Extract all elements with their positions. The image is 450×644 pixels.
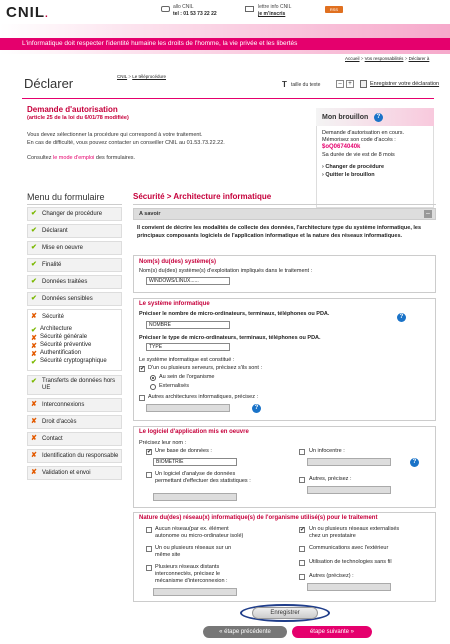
autres-logiciel-checkbox[interactable] xyxy=(299,477,305,483)
title-bar-line xyxy=(22,98,434,99)
systemes-label: Nom(s) du(des) système(s) d'exploitation impliqués dans le traitement : xyxy=(139,268,313,274)
breadcrumb-declarer[interactable]: Déclarer à xyxy=(408,56,430,61)
menu-item-interconnexions[interactable]: ✘ Interconnexions xyxy=(27,398,122,412)
cross-icon: ✘ xyxy=(31,335,37,342)
asavoir-label: A savoir xyxy=(139,211,161,217)
allo-label: allo CNIL xyxy=(173,4,194,10)
logiciel-help-icon[interactable]: ? xyxy=(410,458,419,467)
cnil-logo[interactable]: CNIL. xyxy=(6,4,49,21)
analyse-checkbox[interactable] xyxy=(146,472,152,478)
chevron-left-icon: « xyxy=(219,629,223,635)
phone-icon xyxy=(161,6,170,12)
menu-item-donnees-sensibles[interactable]: ✔ Données sensibles xyxy=(27,292,122,306)
intro-text-2: En cas de difficulté, vous pouvez contacter un conseiller CNIL au 01.53.73.22.22. xyxy=(27,140,225,146)
brouillon-help-icon[interactable]: ? xyxy=(374,113,383,122)
submenu-securite-cryptographique[interactable]: ✔ Sécurité cryptographique xyxy=(31,358,107,366)
systemes-input[interactable]: WINDOWS/LINUX...... xyxy=(146,277,230,285)
autres-logiciel-label: Autres, précisez : xyxy=(309,476,352,482)
menu-title: Menu du formulaire xyxy=(27,192,105,202)
page-title: Déclarer xyxy=(24,76,74,91)
intro-subheading: (article 25 de la loi du 6/01/78 modifiée) xyxy=(27,115,129,121)
save-button[interactable]: Enregistrer xyxy=(252,607,318,619)
form-heading-line xyxy=(133,204,436,205)
reseaux-distants-checkbox[interactable] xyxy=(146,565,152,571)
architecture-help-icon[interactable]: ? xyxy=(252,404,261,413)
infocentre-checkbox[interactable] xyxy=(299,449,305,455)
section-logiciel-title: Le logiciel d'application mis en oeuvre xyxy=(139,429,249,435)
lettre-subscribe-link[interactable]: je m'inscris xyxy=(258,11,286,17)
aucun-reseau-checkbox[interactable] xyxy=(146,527,152,533)
externalises-checkbox[interactable]: ✔ xyxy=(300,527,306,533)
crumb-teleprocedure[interactable]: Le téléprocédure xyxy=(132,74,167,79)
cross-icon: ✘ xyxy=(31,343,37,350)
chevron-right-icon: » xyxy=(350,629,355,635)
radio-au-sein-label: Au sein de l'organisme xyxy=(159,374,215,380)
base-donnees-input[interactable]: BIOMETRIE xyxy=(153,458,237,466)
cross-icon: ✘ xyxy=(31,401,37,408)
menu-item-identification[interactable]: ✘ Identification du responsable xyxy=(27,449,122,463)
autres-architectures-checkbox[interactable] xyxy=(139,395,145,401)
cross-icon: ✘ xyxy=(31,418,37,425)
quit-brouillon-link[interactable]: › Quitter le brouillon xyxy=(322,172,375,178)
text-size-plus-button[interactable]: + xyxy=(346,80,354,88)
rss-icon[interactable]: RSS xyxy=(325,6,343,13)
sans-fil-label: Utilisation de technologies sans fil xyxy=(309,559,392,565)
nombre-help-icon[interactable]: ? xyxy=(397,313,406,322)
intro-text-3: Consultez le mode d'emploi des formulaires. xyxy=(27,155,136,161)
change-procedure-link[interactable]: › Changer de procédure xyxy=(322,164,385,170)
autres-reseau-label: Autres (précisez) : xyxy=(309,573,354,579)
check-icon: ✔ xyxy=(31,378,37,385)
breadcrumb-accueil[interactable]: Accueil xyxy=(345,56,360,61)
mail-icon xyxy=(245,6,254,12)
section-systeme-informatique-title: Le système informatique xyxy=(139,301,210,307)
tagline-text: L'informatique doit respecter l'identité humaine les droits de l'homme, la vie privée et les libertés xyxy=(22,40,298,47)
base-donnees-checkbox[interactable]: ✔ xyxy=(147,449,153,455)
allo-phone: tel : 01 53 73 22 22 xyxy=(173,11,217,17)
brouillon-line2: Mémorisez son code d'accès : xyxy=(322,137,396,143)
meme-site-checkbox[interactable] xyxy=(146,546,152,552)
prev-step-button[interactable]: « étape précédente xyxy=(203,626,287,638)
brouillon-line3: Sa durée de vie est de 8 mois xyxy=(322,152,395,158)
autres-architectures-input[interactable] xyxy=(146,404,230,412)
analyse-label: Un logiciel d'analyse de données permettant d'effectuer des statistiques : xyxy=(155,471,251,484)
save-icon xyxy=(360,80,367,88)
cross-icon: ✘ xyxy=(31,435,37,442)
constitue-label: Le système informatique est constitué : xyxy=(139,357,235,363)
menu-item-mise-en-oeuvre[interactable]: ✔ Mise en oeuvre xyxy=(27,241,122,255)
menu-item-validation[interactable]: ✘ Validation et envoi xyxy=(27,466,122,480)
menu-item-finalite[interactable]: ✔ Finalité xyxy=(27,258,122,272)
check-icon: ✔ xyxy=(31,261,37,268)
reseaux-distants-label: Plusieurs réseaux distants interconnectés, précisez le mécanisme d'interconnexion : xyxy=(155,564,228,584)
breadcrumb: Accueil > Vos responsabilités > Déclarer à xyxy=(345,56,430,61)
aucun-reseau-label: Aucun réseau(par ex. élément autonome ou micro-ordinateur isolé) xyxy=(155,526,244,539)
type-question: Préciser le type de micro-ordinateurs, terminaux, téléphones ou PDA. xyxy=(139,335,321,341)
cross-icon: ✘ xyxy=(31,452,37,459)
menu-item-contact[interactable]: ✘ Contact xyxy=(27,432,122,446)
analyse-input[interactable] xyxy=(153,493,237,501)
intro-heading: Demande d'autorisation xyxy=(27,105,118,114)
menu-item-donnees-traitees[interactable]: ✔ Données traitées xyxy=(27,275,122,289)
submenu-authentification[interactable]: ✘ Authentification xyxy=(31,350,82,358)
autres-reseau-input[interactable] xyxy=(307,583,391,591)
asavoir-bar[interactable] xyxy=(133,208,436,220)
title-crumb: CNIL > Le téléprocédure xyxy=(117,74,167,79)
lettre-label: lettre info CNIL xyxy=(258,4,292,10)
radio-externalises-label: Externalisés xyxy=(159,383,189,389)
menu-title-line xyxy=(27,204,122,205)
radio-externalises[interactable] xyxy=(150,384,156,390)
submenu-securite-preventive[interactable]: ✘ Sécurité préventive xyxy=(31,342,92,350)
serveurs-label: D'un ou plusieurs serveurs, précisez s'ils sont : xyxy=(148,365,262,371)
check-icon: ✔ xyxy=(31,359,37,366)
menu-item-declarant[interactable]: ✔ Déclarant xyxy=(27,224,122,238)
text-size-minus-button[interactable]: – xyxy=(336,80,344,88)
communications-label: Communications avec l'extérieur xyxy=(309,545,389,551)
autres-reseau-checkbox[interactable] xyxy=(299,574,305,580)
radio-au-sein[interactable] xyxy=(150,375,156,381)
brouillon-title: Mon brouillon xyxy=(322,114,369,121)
form-heading: Sécurité > Architecture informatique xyxy=(133,192,272,201)
collapse-icon[interactable]: – xyxy=(424,210,432,218)
save-declaration-link[interactable]: Enregistrer votre déclaration xyxy=(370,81,440,87)
mode-emploi-link[interactable]: le mode d'emploi xyxy=(53,155,95,161)
infocentre-input[interactable] xyxy=(307,458,391,466)
submenu-securite-generale[interactable]: ✘ Sécurité générale xyxy=(31,334,88,342)
section-systemes-title: Nom(s) du(des) système(s) xyxy=(139,259,217,265)
autres-logiciel-input[interactable] xyxy=(307,486,391,494)
cross-icon: ✘ xyxy=(31,351,37,358)
menu-item-securite[interactable]: ✘ Sécurité xyxy=(27,309,122,371)
intro-text-1: Vous devez sélectionner la procédure qui correspond à votre traitement. xyxy=(27,132,203,138)
brouillon-line1: Demande d'autorisation en cours. xyxy=(322,130,405,136)
check-icon: ✔ xyxy=(31,278,37,285)
nombre-question: Préciser le nombre de micro-ordinateurs, terminaux, téléphones ou PDA. xyxy=(139,311,330,317)
check-icon: ✔ xyxy=(31,327,37,334)
breadcrumb-responsabilites[interactable]: Vos responsabilités xyxy=(364,56,404,61)
menu-item-changer-procedure[interactable]: ✔ Changer de procédure xyxy=(27,207,122,221)
check-icon: ✔ xyxy=(31,295,37,302)
next-step-button[interactable]: étape suivante » xyxy=(292,626,372,638)
serveurs-checkbox[interactable]: ✔ xyxy=(140,366,146,372)
nombre-input[interactable]: NOMBRE xyxy=(146,321,230,329)
submenu-architecture[interactable]: ✔ Architecture xyxy=(31,326,73,334)
cross-icon: ✘ xyxy=(31,313,37,320)
asavoir-text: Il convient de décrire les modalités de collecte des données, l'architecture type du système informatique, les principaux composants logiciels de l'application informatique et la nature des réseaux informatiques. xyxy=(137,225,422,239)
section-reseaux-title: Nature du(des) réseau(x) informatique(s) de l'organisme utilisé(s) pour le traitement xyxy=(139,515,378,521)
reseaux-distants-input[interactable] xyxy=(153,588,237,596)
menu-item-droit-acces[interactable]: ✘ Droit d'accès xyxy=(27,415,122,429)
infocentre-label: Un infocentre : xyxy=(309,448,345,454)
text-size-label: taille du texte xyxy=(291,82,321,88)
cross-icon: ✘ xyxy=(31,469,37,476)
check-icon: ✔ xyxy=(31,210,37,217)
brouillon-code: $oQ0674040k xyxy=(322,144,361,150)
meme-site-label: Un ou plusieurs réseaux sur un même site xyxy=(155,545,232,558)
check-icon: ✔ xyxy=(31,227,37,234)
crumb-cnil[interactable]: CNIL xyxy=(117,74,128,79)
communications-checkbox[interactable] xyxy=(299,546,305,552)
base-donnees-label: Une base de données : xyxy=(155,448,212,454)
type-input[interactable]: TYPE xyxy=(146,343,230,351)
sans-fil-checkbox[interactable] xyxy=(299,560,305,566)
check-icon: ✔ xyxy=(31,244,37,251)
menu-item-transferts[interactable]: ✔ Transferts de données hors UE xyxy=(27,375,122,395)
autres-architectures-label: Autres architectures informatiques, précisez : xyxy=(148,394,259,400)
text-size-icon: T xyxy=(282,80,287,89)
precisez-nom-label: Précisez leur nom : xyxy=(139,440,187,446)
externalises-label: Un ou plusieurs réseaux externalisés chez un prestataire xyxy=(309,526,400,539)
